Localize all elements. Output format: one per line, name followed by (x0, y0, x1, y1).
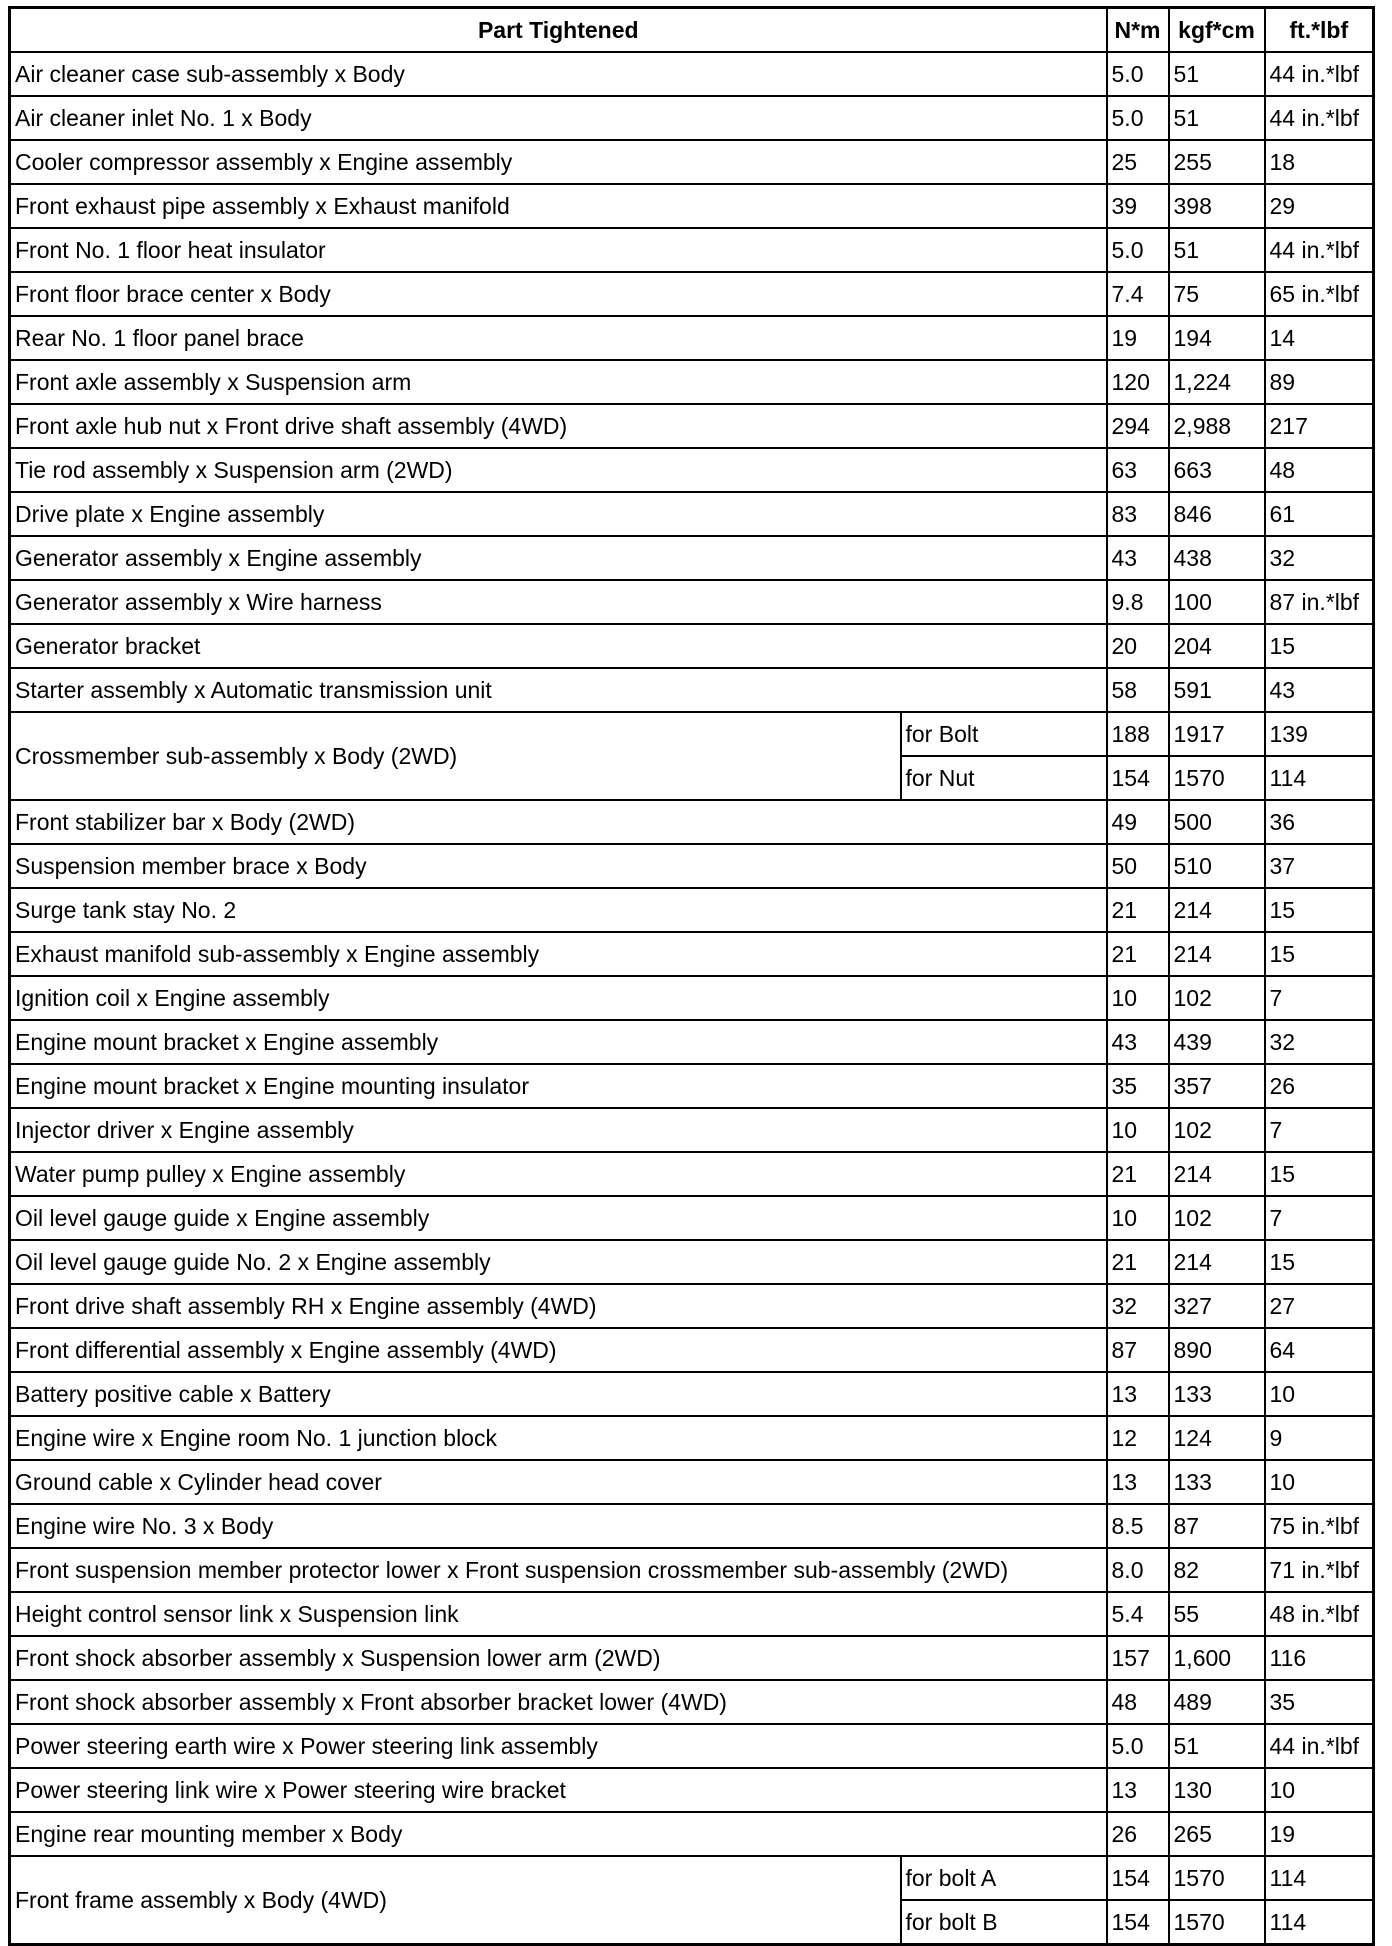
ft-cell: 10 (1265, 1460, 1374, 1504)
ft-cell: 36 (1265, 800, 1374, 844)
part-cell: Front differential assembly x Engine assembly (4WD) (10, 1328, 1107, 1372)
kgf-cell: 438 (1169, 536, 1265, 580)
kgf-cell: 133 (1169, 1372, 1265, 1416)
part-cell: Engine mount bracket x Engine mounting insulator (10, 1064, 1107, 1108)
table-row (10, 1284, 1374, 1328)
kgf-cell: 51 (1169, 52, 1265, 96)
ft-cell: 15 (1265, 1152, 1374, 1196)
ft-cell: 15 (1265, 1240, 1374, 1284)
part-cell: Engine wire x Engine room No. 1 junction block (10, 1416, 1107, 1460)
table-row (10, 624, 1374, 668)
table-row (10, 1460, 1374, 1504)
table-row (10, 580, 1374, 624)
nm-cell: 21 (1107, 1240, 1169, 1284)
kgf-cell: 214 (1169, 1240, 1265, 1284)
nm-cell: 32 (1107, 1284, 1169, 1328)
kgf-cell: 102 (1169, 1108, 1265, 1152)
part-cell: Engine wire No. 3 x Body (10, 1504, 1107, 1548)
part-cell: Drive plate x Engine assembly (10, 492, 1107, 536)
header-part-tightened: Part Tightened (10, 8, 1107, 53)
table-row (10, 976, 1374, 1020)
part-cell: Front floor brace center x Body (10, 272, 1107, 316)
ft-cell: 35 (1265, 1680, 1374, 1724)
table-row (10, 844, 1374, 888)
ft-cell: 7 (1265, 1196, 1374, 1240)
table-row (10, 1196, 1374, 1240)
ft-cell: 26 (1265, 1064, 1374, 1108)
part-cell: Suspension member brace x Body (10, 844, 1107, 888)
header-row (10, 8, 1374, 53)
part-cell: Engine rear mounting member x Body (10, 1812, 1107, 1856)
table-row (10, 448, 1374, 492)
ft-cell: 32 (1265, 1020, 1374, 1064)
nm-cell: 26 (1107, 1812, 1169, 1856)
part-cell: Crossmember sub-assembly x Body (2WD) (10, 712, 901, 800)
ft-cell: 87 in.*lbf (1265, 580, 1374, 624)
part-cell: Exhaust manifold sub-assembly x Engine assembly (10, 932, 1107, 976)
kgf-cell: 357 (1169, 1064, 1265, 1108)
nm-cell: 7.4 (1107, 272, 1169, 316)
kgf-cell: 265 (1169, 1812, 1265, 1856)
table-row (10, 272, 1374, 316)
ft-cell: 44 in.*lbf (1265, 52, 1374, 96)
ft-cell: 114 (1265, 1900, 1374, 1945)
kgf-cell: 130 (1169, 1768, 1265, 1812)
kgf-cell: 51 (1169, 228, 1265, 272)
nm-cell: 39 (1107, 184, 1169, 228)
table-body-b (10, 800, 1374, 1856)
part-cell: Front axle hub nut x Front drive shaft assembly (4WD) (10, 404, 1107, 448)
ft-cell: 48 (1265, 448, 1374, 492)
ft-cell: 89 (1265, 360, 1374, 404)
table-row (10, 1152, 1374, 1196)
table-row (10, 1768, 1374, 1812)
kgf-cell: 1,600 (1169, 1636, 1265, 1680)
nm-cell: 5.4 (1107, 1592, 1169, 1636)
part-cell: Air cleaner inlet No. 1 x Body (10, 96, 1107, 140)
torque-specification-table (8, 6, 1375, 1946)
kgf-cell: 214 (1169, 932, 1265, 976)
ft-cell: 37 (1265, 844, 1374, 888)
ft-cell: 15 (1265, 932, 1374, 976)
nm-cell: 21 (1107, 888, 1169, 932)
nm-cell: 120 (1107, 360, 1169, 404)
table-row (10, 1108, 1374, 1152)
nm-cell: 8.0 (1107, 1548, 1169, 1592)
nm-cell: 50 (1107, 844, 1169, 888)
ft-cell: 15 (1265, 888, 1374, 932)
ft-cell: 14 (1265, 316, 1374, 360)
ft-cell: 15 (1265, 624, 1374, 668)
kgf-cell: 194 (1169, 316, 1265, 360)
nm-cell: 157 (1107, 1636, 1169, 1680)
table-body-front-frame (10, 1856, 1374, 1945)
part-cell: Front axle assembly x Suspension arm (10, 360, 1107, 404)
ft-cell: 114 (1265, 756, 1374, 800)
table-row (10, 536, 1374, 580)
ft-cell: 10 (1265, 1768, 1374, 1812)
nm-cell: 13 (1107, 1460, 1169, 1504)
nm-cell: 87 (1107, 1328, 1169, 1372)
part-cell: Generator bracket (10, 624, 1107, 668)
kgf-cell: 510 (1169, 844, 1265, 888)
ft-cell: 18 (1265, 140, 1374, 184)
part-cell: Injector driver x Engine assembly (10, 1108, 1107, 1152)
kgf-cell: 591 (1169, 668, 1265, 712)
ft-cell: 44 in.*lbf (1265, 228, 1374, 272)
part-cell: Generator assembly x Engine assembly (10, 536, 1107, 580)
part-cell: Starter assembly x Automatic transmission unit (10, 668, 1107, 712)
nm-cell: 294 (1107, 404, 1169, 448)
nm-cell: 154 (1107, 1856, 1169, 1900)
table-row (10, 1856, 1374, 1900)
kgf-cell: 214 (1169, 1152, 1265, 1196)
table-row (10, 1064, 1374, 1108)
table-row (10, 360, 1374, 404)
ft-cell: 43 (1265, 668, 1374, 712)
part-cell: Front shock absorber assembly x Suspension lower arm (2WD) (10, 1636, 1107, 1680)
nm-cell: 5.0 (1107, 52, 1169, 96)
ft-cell: 9 (1265, 1416, 1374, 1460)
part-cell: Air cleaner case sub-assembly x Body (10, 52, 1107, 96)
ft-cell: 116 (1265, 1636, 1374, 1680)
kgf-cell: 489 (1169, 1680, 1265, 1724)
part-cell: Tie rod assembly x Suspension arm (2WD) (10, 448, 1107, 492)
nm-cell: 154 (1107, 756, 1169, 800)
table-body-a (10, 52, 1374, 712)
kgf-cell: 133 (1169, 1460, 1265, 1504)
part-cell: Front exhaust pipe assembly x Exhaust manifold (10, 184, 1107, 228)
part-cell: Power steering link wire x Power steering wire bracket (10, 1768, 1107, 1812)
ft-cell: 29 (1265, 184, 1374, 228)
nm-cell: 43 (1107, 536, 1169, 580)
table-row (10, 1812, 1374, 1856)
part-cell: Front drive shaft assembly RH x Engine assembly (4WD) (10, 1284, 1107, 1328)
kgf-cell: 1,224 (1169, 360, 1265, 404)
note-cell: for Bolt (901, 712, 1107, 756)
ft-cell: 7 (1265, 1108, 1374, 1152)
table-row (10, 1240, 1374, 1284)
kgf-cell: 82 (1169, 1548, 1265, 1592)
ft-cell: 10 (1265, 1372, 1374, 1416)
kgf-cell: 1917 (1169, 712, 1265, 756)
nm-cell: 154 (1107, 1900, 1169, 1945)
nm-cell: 10 (1107, 1108, 1169, 1152)
kgf-cell: 100 (1169, 580, 1265, 624)
part-cell: Engine mount bracket x Engine assembly (10, 1020, 1107, 1064)
kgf-cell: 255 (1169, 140, 1265, 184)
table-row (10, 1548, 1374, 1592)
table-row (10, 1416, 1374, 1460)
table-row (10, 1636, 1374, 1680)
table-row (10, 52, 1374, 96)
table-row (10, 316, 1374, 360)
part-cell: Power steering earth wire x Power steering link assembly (10, 1724, 1107, 1768)
part-cell: Height control sensor link x Suspension link (10, 1592, 1107, 1636)
table-row (10, 96, 1374, 140)
kgf-cell: 663 (1169, 448, 1265, 492)
kgf-cell: 2,988 (1169, 404, 1265, 448)
note-cell: for bolt B (901, 1900, 1107, 1945)
table-body-crossmember (10, 712, 1374, 800)
nm-cell: 25 (1107, 140, 1169, 184)
nm-cell: 5.0 (1107, 228, 1169, 272)
table-row (10, 1724, 1374, 1768)
nm-cell: 21 (1107, 1152, 1169, 1196)
nm-cell: 5.0 (1107, 1724, 1169, 1768)
ft-cell: 61 (1265, 492, 1374, 536)
kgf-cell: 204 (1169, 624, 1265, 668)
nm-cell: 10 (1107, 1196, 1169, 1240)
part-cell: Front shock absorber assembly x Front absorber bracket lower (4WD) (10, 1680, 1107, 1724)
nm-cell: 19 (1107, 316, 1169, 360)
table-row (10, 1680, 1374, 1724)
nm-cell: 5.0 (1107, 96, 1169, 140)
kgf-cell: 55 (1169, 1592, 1265, 1636)
kgf-cell: 1570 (1169, 756, 1265, 800)
nm-cell: 58 (1107, 668, 1169, 712)
ft-cell: 19 (1265, 1812, 1374, 1856)
nm-cell: 83 (1107, 492, 1169, 536)
kgf-cell: 87 (1169, 1504, 1265, 1548)
kgf-cell: 124 (1169, 1416, 1265, 1460)
nm-cell: 188 (1107, 712, 1169, 756)
kgf-cell: 500 (1169, 800, 1265, 844)
table-row (10, 932, 1374, 976)
note-cell: for bolt A (901, 1856, 1107, 1900)
table-row (10, 1592, 1374, 1636)
table-row (10, 800, 1374, 844)
header-nm: N*m (1107, 8, 1169, 53)
header-ft-lbf: ft.*lbf (1265, 8, 1374, 53)
table-row (10, 1020, 1374, 1064)
nm-cell: 49 (1107, 800, 1169, 844)
kgf-cell: 846 (1169, 492, 1265, 536)
kgf-cell: 51 (1169, 96, 1265, 140)
part-cell: Oil level gauge guide No. 2 x Engine assembly (10, 1240, 1107, 1284)
part-cell: Ignition coil x Engine assembly (10, 976, 1107, 1020)
part-cell: Rear No. 1 floor panel brace (10, 316, 1107, 360)
kgf-cell: 890 (1169, 1328, 1265, 1372)
table-row (10, 404, 1374, 448)
ft-cell: 65 in.*lbf (1265, 272, 1374, 316)
table-row (10, 712, 1374, 756)
kgf-cell: 1570 (1169, 1900, 1265, 1945)
part-cell: Generator assembly x Wire harness (10, 580, 1107, 624)
nm-cell: 12 (1107, 1416, 1169, 1460)
ft-cell: 114 (1265, 1856, 1374, 1900)
kgf-cell: 327 (1169, 1284, 1265, 1328)
kgf-cell: 75 (1169, 272, 1265, 316)
ft-cell: 217 (1265, 404, 1374, 448)
table-row (10, 228, 1374, 272)
ft-cell: 48 in.*lbf (1265, 1592, 1374, 1636)
nm-cell: 21 (1107, 932, 1169, 976)
table-row (10, 1504, 1374, 1548)
nm-cell: 13 (1107, 1768, 1169, 1812)
table-row (10, 1328, 1374, 1372)
table-row (10, 492, 1374, 536)
part-cell: Battery positive cable x Battery (10, 1372, 1107, 1416)
table-row (10, 668, 1374, 712)
kgf-cell: 1570 (1169, 1856, 1265, 1900)
nm-cell: 48 (1107, 1680, 1169, 1724)
nm-cell: 13 (1107, 1372, 1169, 1416)
table-row (10, 888, 1374, 932)
nm-cell: 10 (1107, 976, 1169, 1020)
part-cell: Front frame assembly x Body (4WD) (10, 1856, 901, 1945)
ft-cell: 44 in.*lbf (1265, 96, 1374, 140)
part-cell: Front stabilizer bar x Body (2WD) (10, 800, 1107, 844)
table-row (10, 1372, 1374, 1416)
part-cell: Surge tank stay No. 2 (10, 888, 1107, 932)
nm-cell: 20 (1107, 624, 1169, 668)
kgf-cell: 51 (1169, 1724, 1265, 1768)
nm-cell: 63 (1107, 448, 1169, 492)
nm-cell: 35 (1107, 1064, 1169, 1108)
ft-cell: 71 in.*lbf (1265, 1548, 1374, 1592)
kgf-cell: 398 (1169, 184, 1265, 228)
nm-cell: 8.5 (1107, 1504, 1169, 1548)
header-kgf-cm: kgf*cm (1169, 8, 1265, 53)
table-row (10, 140, 1374, 184)
nm-cell: 9.8 (1107, 580, 1169, 624)
nm-cell: 43 (1107, 1020, 1169, 1064)
ft-cell: 27 (1265, 1284, 1374, 1328)
kgf-cell: 102 (1169, 976, 1265, 1020)
kgf-cell: 214 (1169, 888, 1265, 932)
kgf-cell: 102 (1169, 1196, 1265, 1240)
kgf-cell: 439 (1169, 1020, 1265, 1064)
ft-cell: 64 (1265, 1328, 1374, 1372)
ft-cell: 7 (1265, 976, 1374, 1020)
part-cell: Water pump pulley x Engine assembly (10, 1152, 1107, 1196)
part-cell: Oil level gauge guide x Engine assembly (10, 1196, 1107, 1240)
part-cell: Front No. 1 floor heat insulator (10, 228, 1107, 272)
ft-cell: 44 in.*lbf (1265, 1724, 1374, 1768)
note-cell: for Nut (901, 756, 1107, 800)
part-cell: Cooler compressor assembly x Engine assembly (10, 140, 1107, 184)
part-cell: Ground cable x Cylinder head cover (10, 1460, 1107, 1504)
table-row (10, 184, 1374, 228)
ft-cell: 32 (1265, 536, 1374, 580)
ft-cell: 139 (1265, 712, 1374, 756)
part-cell: Front suspension member protector lower x Front suspension crossmember sub-assembly (2WD) (10, 1548, 1107, 1592)
ft-cell: 75 in.*lbf (1265, 1504, 1374, 1548)
